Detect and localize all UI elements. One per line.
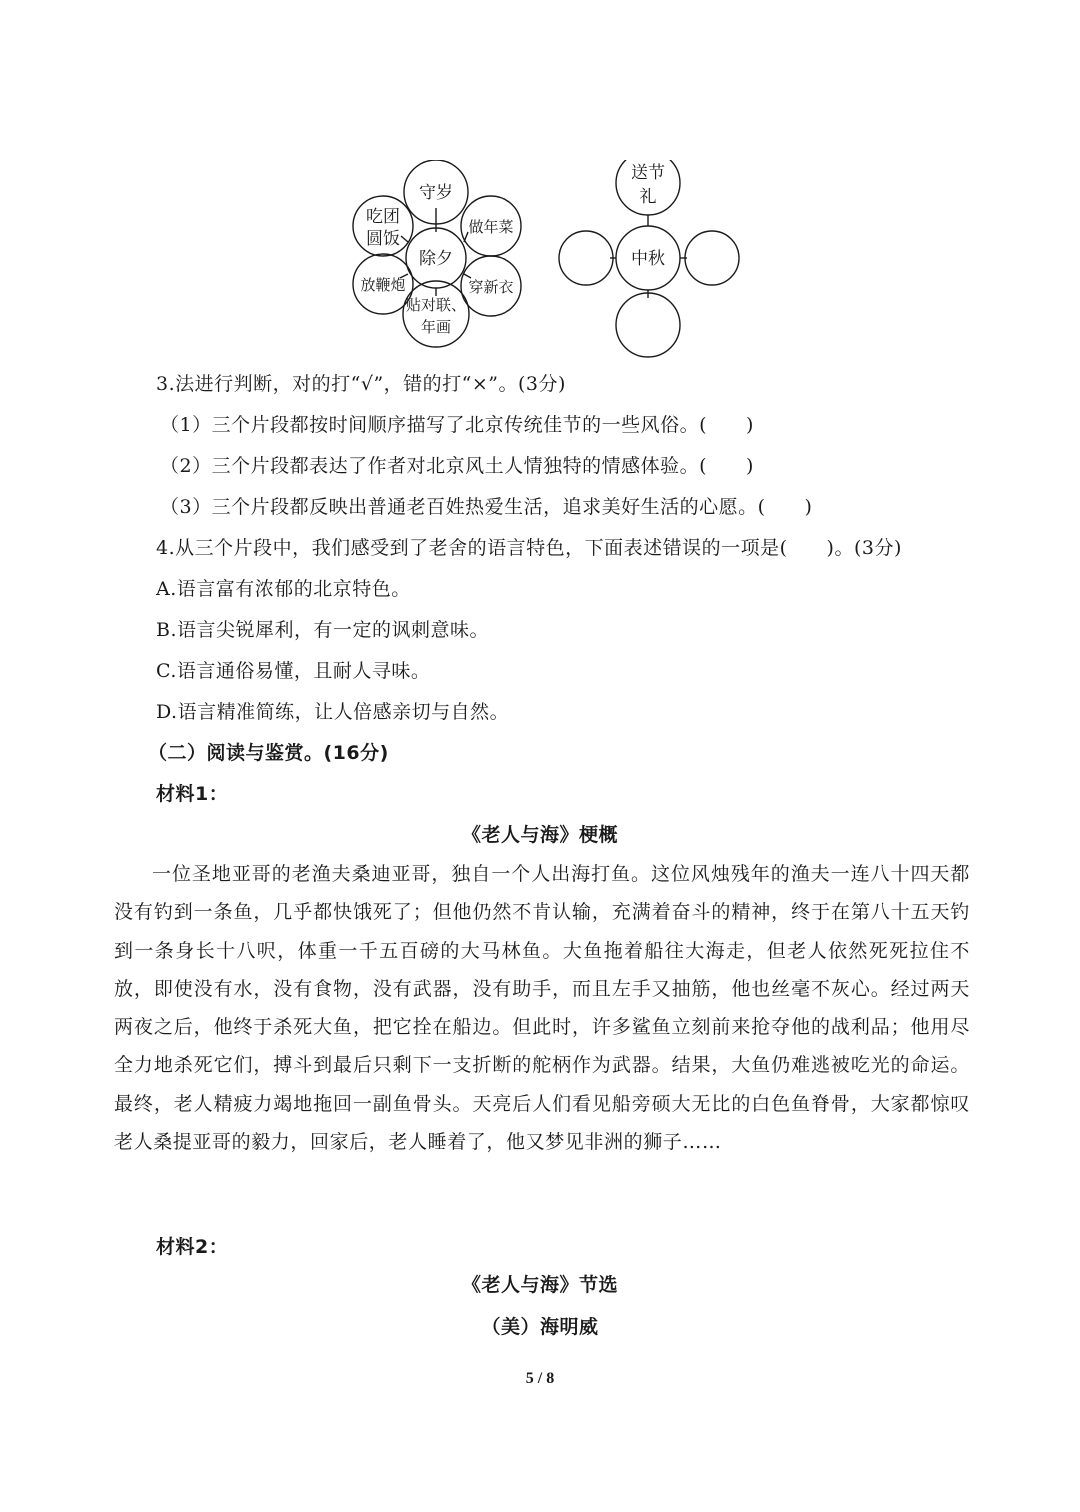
- material-1-title: 《老人与海》梗概: [461, 824, 618, 846]
- material-2-author: （美）海明威: [481, 1316, 599, 1338]
- question-3-item: （3）三个片段都反映出普通老百姓热爱生活，追求美好生活的心愿。( ): [160, 496, 813, 518]
- page-number: 5 / 8: [525, 1370, 555, 1387]
- festival-diagram: [340, 160, 760, 360]
- question-4-option: D.语言精准简练，让人倍感亲切与自然。: [156, 701, 510, 723]
- right-bottom-circle: [616, 293, 680, 357]
- material-2-label: 材料2：: [156, 1236, 229, 1258]
- left-petal-label: 吃团: [366, 207, 400, 227]
- right-right-circle: [685, 231, 739, 285]
- material-1-label: 材料1：: [156, 783, 229, 805]
- section-heading: （二）阅读与鉴赏。(16分): [148, 742, 389, 764]
- festival-diagram-svg: [340, 160, 760, 360]
- right-center-label: 中秋: [631, 249, 665, 269]
- question-3-item: （1）三个片段都按时间顺序描写了北京传统佳节的一些风俗。( ): [160, 414, 754, 436]
- left-petal-label: 贴对联、: [405, 296, 467, 314]
- right-top-label: 礼: [639, 187, 657, 207]
- right-left-circle: [559, 231, 613, 285]
- material-1-text: 一位圣地亚哥的老渔夫桑迪亚哥，独自一个人出海打鱼。这位风烛残年的渔夫一连八十四天都没有钓到一条鱼，几乎都快饿死了；但他仍然不肯认输，充满着奋斗的精神，终于在第八十五天钓到一条身长十八呎，体重一千五百磅的大马林鱼。大鱼拖着船往大海走，但老人依然死死拉住不放，即使没有水，没有食物，没有武器，没有助手，而且左手又抽筋，他也丝毫不灰心。经过两天两夜之后，他终于杀死大鱼，把它拴在船边。但此时，许多鲨鱼立刻前来抢夺他的战利品；他用尽全力地杀死它们，搏斗到最后只剩下一支折断的舵柄作为武器。结果，大鱼仍难逃被吃光的命运。最终，老人精疲力竭地拖回一副鱼骨头。天亮后人们看见船旁硕大无比的白色鱼脊骨，大家都惊叹老人桑提亚哥的毅力，回家后，老人睡着了，他又梦见非洲的狮子……: [114, 863, 970, 1154]
- left-petal-label: 年画: [420, 318, 452, 336]
- question-3-stem: 3.法进行判断，对的打“√”，错的打“×”。(3分): [156, 373, 566, 395]
- left-petal-label: 圆饭: [366, 229, 400, 249]
- question-4-option: A.语言富有浓郁的北京特色。: [156, 578, 411, 600]
- left-petal-label: 放鞭炮: [360, 276, 406, 294]
- question-4-option: B.语言尖锐犀利，有一定的讽刺意味。: [156, 619, 490, 641]
- left-petal-label: 做年菜: [468, 218, 514, 236]
- left-center-label: 除夕: [419, 249, 453, 269]
- left-petal-label: 守岁: [419, 183, 453, 203]
- left-petal-label: 穿新衣: [468, 278, 514, 296]
- right-top-label: 送节: [631, 163, 665, 183]
- question-3-item: （2）三个片段都表达了作者对北京风土人情独特的情感体验。( ): [160, 455, 754, 477]
- question-4-option: C.语言通俗易懂，且耐人寻味。: [156, 660, 431, 682]
- material-2-title: 《老人与海》节选: [461, 1274, 618, 1296]
- question-4-stem: 4.从三个片段中，我们感受到了老舍的语言特色，下面表述错误的一项是( )。(3分): [156, 537, 902, 559]
